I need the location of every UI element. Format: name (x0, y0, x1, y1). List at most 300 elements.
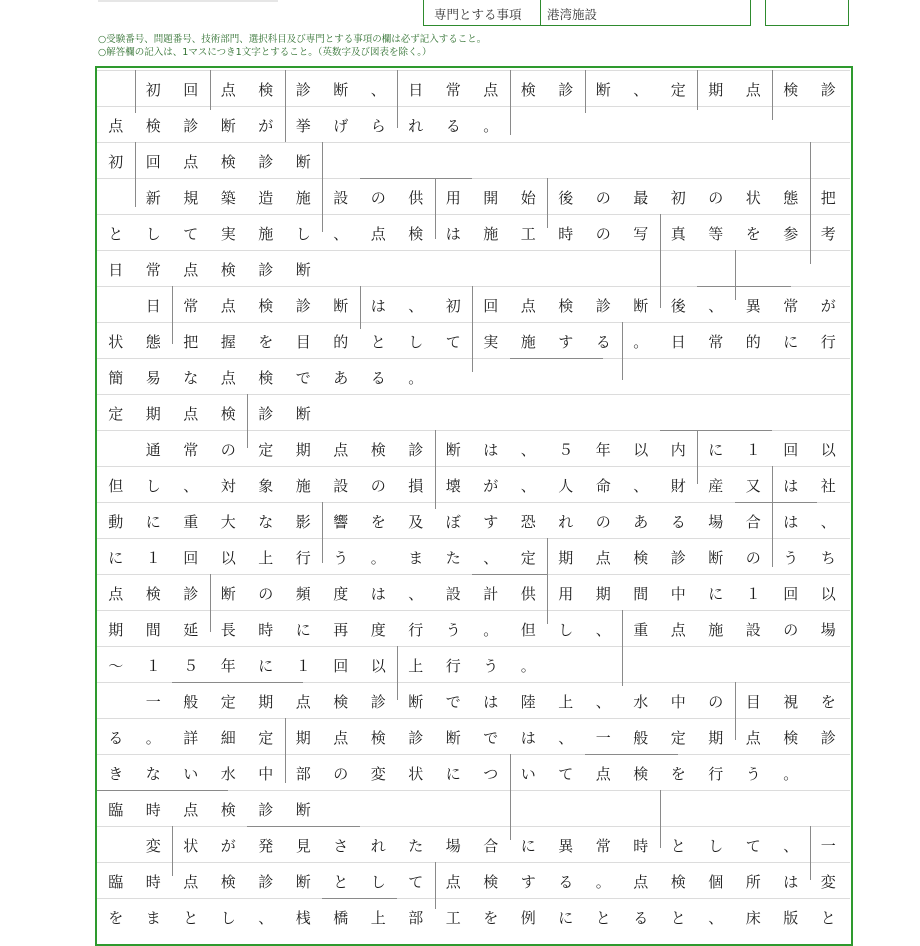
answer-cell: 以 (370, 656, 386, 675)
answer-cell: 合 (745, 512, 761, 531)
answer-cell: ～ (108, 656, 124, 675)
answer-cell: が (483, 476, 499, 495)
answer-cell: ５ (183, 656, 199, 675)
answer-cell: 点 (295, 692, 311, 711)
answer-cell: 点 (745, 728, 761, 747)
answer-row (97, 646, 850, 682)
answer-cell: 点 (183, 872, 199, 891)
grid-rule (435, 178, 436, 239)
answer-cell: 財 (670, 476, 686, 495)
answer-cell: 検 (633, 548, 649, 567)
answer-cell: 定 (108, 404, 124, 423)
grid-rule (472, 286, 473, 372)
answer-cell (660, 251, 698, 287)
grid-rule (97, 790, 228, 791)
answer-cell: 設 (445, 584, 461, 603)
answer-cell: 定 (258, 728, 274, 747)
answer-cell: 断 (445, 440, 461, 459)
answer-cell: い (520, 764, 536, 783)
answer-cell (810, 647, 848, 683)
answer-cell: 施 (520, 332, 536, 351)
answer-cell: う (783, 548, 799, 567)
answer-cell: 点 (108, 116, 124, 135)
answer-cell: 中 (258, 764, 274, 783)
answer-cell (810, 395, 848, 431)
answer-cell: 間 (633, 584, 649, 603)
answer-cell: 重 (633, 620, 649, 639)
answer-cell: 。 (483, 620, 499, 639)
answer-cell (810, 143, 848, 179)
grid-rule (135, 142, 136, 207)
answer-cell (97, 71, 135, 107)
answer-cell: 回 (783, 584, 799, 603)
answer-cell (622, 359, 660, 395)
answer-cell: 年 (220, 656, 236, 675)
grid-rule (322, 898, 397, 899)
answer-cell (772, 395, 810, 431)
answer-cell (435, 143, 473, 179)
answer-cell (547, 395, 585, 431)
answer-cell (810, 791, 848, 827)
answer-row (97, 358, 850, 394)
grid-rule (772, 70, 773, 120)
answer-cell (397, 251, 435, 287)
answer-cell: 断 (445, 728, 461, 747)
answer-cell: 変 (820, 872, 836, 891)
answer-cell: 期 (295, 728, 311, 747)
answer-cell: 検 (333, 692, 349, 711)
answer-cell: 壊 (445, 476, 461, 495)
answer-cell: し (370, 872, 386, 891)
answer-cell: う (745, 764, 761, 783)
answer-cell: 年 (595, 440, 611, 459)
answer-cell (472, 143, 510, 179)
answer-cell: に (558, 908, 574, 927)
answer-cell: 回 (145, 152, 161, 171)
grid-rule (510, 70, 511, 135)
answer-cell: 診 (370, 692, 386, 711)
answer-cell: 施 (295, 476, 311, 495)
answer-cell: 日 (145, 296, 161, 315)
answer-cell: 点 (108, 584, 124, 603)
answer-cell: 異 (558, 836, 574, 855)
answer-cell: の (595, 224, 611, 243)
answer-cell: る (108, 728, 124, 747)
answer-cell: 診 (820, 728, 836, 747)
answer-cell: の (333, 764, 349, 783)
answer-cell: 一 (595, 728, 611, 747)
answer-cell: 、 (558, 728, 574, 747)
answer-cell: あ (333, 368, 349, 387)
answer-cell: 延 (183, 620, 199, 639)
answer-cell: 陸 (520, 692, 536, 711)
answer-cell: 再 (333, 620, 349, 639)
answer-cell: 挙 (295, 116, 311, 135)
answer-cell: 真 (670, 224, 686, 243)
answer-cell (97, 431, 135, 467)
answer-cell: る (445, 116, 461, 135)
answer-cell (735, 107, 773, 143)
grid-rule (660, 214, 661, 308)
grid-rule (285, 718, 286, 783)
answer-cell: 時 (633, 836, 649, 855)
answer-row (97, 106, 850, 142)
grid-rule (697, 286, 791, 287)
answer-cell (810, 359, 848, 395)
answer-cell: 、 (258, 908, 274, 927)
answer-cell: 般 (633, 728, 649, 747)
grid-rule (622, 322, 623, 380)
answer-cell: 橋 (333, 908, 349, 927)
answer-cell: 供 (408, 188, 424, 207)
answer-cell: 場 (445, 836, 461, 855)
answer-cell: 期 (708, 80, 724, 99)
answer-grid[interactable] (95, 66, 853, 946)
answer-cell: 設 (745, 620, 761, 639)
answer-cell (510, 143, 548, 179)
answer-cell: 検 (670, 872, 686, 891)
answer-cell: 部 (295, 764, 311, 783)
answer-cell: 中 (670, 692, 686, 711)
answer-cell: 。 (483, 116, 499, 135)
answer-cell: 的 (745, 332, 761, 351)
answer-cell: 。 (408, 368, 424, 387)
grid-rule (247, 394, 248, 448)
answer-cell (810, 107, 848, 143)
answer-cell: 診 (558, 80, 574, 99)
answer-cell: 検 (258, 368, 274, 387)
answer-cell: 動 (108, 512, 124, 531)
specialty-field-box (423, 0, 751, 26)
answer-cell: 築 (220, 188, 236, 207)
answer-cell: で (483, 728, 499, 747)
answer-cell: 検 (145, 116, 161, 135)
answer-cell: 断 (220, 584, 236, 603)
answer-cell: 開 (483, 188, 499, 207)
answer-cell: す (558, 332, 574, 351)
answer-cell: 水 (633, 692, 649, 711)
answer-cell (622, 107, 660, 143)
answer-row (97, 502, 850, 538)
answer-cell: 及 (408, 512, 424, 531)
answer-cell: 個 (708, 872, 724, 891)
answer-cell: と (333, 872, 349, 891)
answer-cell: に (145, 512, 161, 531)
answer-cell: 施 (258, 224, 274, 243)
answer-cell: 期 (708, 728, 724, 747)
answer-cell (772, 107, 810, 143)
answer-cell: 検 (783, 80, 799, 99)
answer-cell: 上 (558, 692, 574, 711)
specialty-value[interactable]: 港湾施設 (547, 7, 598, 22)
answer-cell: 重 (183, 512, 199, 531)
answer-cell: 但 (108, 476, 124, 495)
answer-cell: 検 (558, 296, 574, 315)
instruction-note: ○解答欄の記入は、1マスにつき1文字とすること。（英数字及び図表を除く。） (98, 46, 432, 58)
answer-cell: は (783, 872, 799, 891)
grid-rule (510, 754, 511, 840)
answer-cell: と (370, 332, 386, 351)
answer-cell: 診 (820, 80, 836, 99)
answer-cell: る (370, 368, 386, 387)
answer-cell: 断 (708, 548, 724, 567)
answer-cell: 状 (408, 764, 424, 783)
answer-cell: 診 (258, 872, 274, 891)
answer-cell: る (670, 512, 686, 531)
answer-cell: 点 (333, 728, 349, 747)
answer-cell: 工 (445, 908, 461, 927)
answer-cell (622, 647, 660, 683)
answer-cell (810, 755, 848, 791)
answer-cell (547, 359, 585, 395)
answer-cell (435, 395, 473, 431)
answer-cell: 社 (820, 476, 836, 495)
grid-rule (322, 502, 323, 563)
answer-cell: 大 (220, 512, 236, 531)
answer-cell: 、 (595, 620, 611, 639)
answer-cell (472, 791, 510, 827)
answer-cell: 点 (483, 80, 499, 99)
answer-cell: 診 (258, 152, 274, 171)
answer-cell: の (258, 584, 274, 603)
answer-cell: の (745, 548, 761, 567)
answer-cell: 頻 (295, 584, 311, 603)
answer-cell: と (108, 224, 124, 243)
answer-cell: 検 (220, 260, 236, 279)
answer-cell: 検 (370, 440, 386, 459)
answer-cell: れ (558, 512, 574, 531)
answer-cell: 断 (333, 296, 349, 315)
answer-cell: 状 (745, 188, 761, 207)
answer-cell (660, 647, 698, 683)
answer-cell (397, 143, 435, 179)
answer-cell: 常 (183, 440, 199, 459)
answer-cell: が (820, 296, 836, 315)
answer-cell: 点 (220, 296, 236, 315)
answer-cell (660, 791, 698, 827)
answer-row (97, 178, 850, 214)
answer-cell: 常 (445, 80, 461, 99)
answer-cell (360, 143, 398, 179)
answer-cell: 点 (633, 872, 649, 891)
answer-cell: 期 (108, 620, 124, 639)
answer-cell: 、 (370, 80, 386, 99)
answer-cell (510, 791, 548, 827)
answer-cell (697, 107, 735, 143)
answer-cell (697, 251, 735, 287)
answer-cell: 期 (295, 440, 311, 459)
answer-cell: 定 (258, 440, 274, 459)
answer-cell: 点 (595, 764, 611, 783)
answer-cell: 回 (483, 296, 499, 315)
answer-cell (735, 251, 773, 287)
answer-row (97, 538, 850, 574)
answer-cell: 日 (408, 80, 424, 99)
answer-cell: 診 (295, 296, 311, 315)
answer-cell: ま (408, 548, 424, 567)
answer-cell: 中 (670, 584, 686, 603)
instruction-note: ○受験番号、問題番号、技術部門、選択科目及び専門とする事項の欄は必ず記入すること。 (98, 34, 487, 45)
answer-cell: た (408, 836, 424, 855)
answer-cell: 回 (183, 548, 199, 567)
answer-cell: 、 (708, 296, 724, 315)
answer-cell: と (183, 908, 199, 927)
answer-cell: 参 (783, 224, 799, 243)
answer-cell: 行 (408, 620, 424, 639)
answer-cell (360, 395, 398, 431)
answer-cell (622, 395, 660, 431)
answer-cell: 態 (783, 188, 799, 207)
answer-cell: と (670, 908, 686, 927)
answer-row (97, 430, 850, 466)
answer-row (97, 826, 850, 862)
answer-cell: 期 (595, 584, 611, 603)
answer-cell: 後 (670, 296, 686, 315)
answer-cell: 。 (370, 548, 386, 567)
answer-cell: 断 (633, 296, 649, 315)
answer-cell (472, 395, 510, 431)
answer-cell: 場 (708, 512, 724, 531)
answer-cell: ５ (558, 440, 574, 459)
answer-cell (622, 251, 660, 287)
answer-cell: に (783, 332, 799, 351)
answer-row (97, 754, 850, 790)
answer-cell (622, 143, 660, 179)
answer-cell: 新 (145, 188, 161, 207)
answer-cell: ら (370, 116, 386, 135)
answer-cell: 点 (220, 80, 236, 99)
answer-cell: 対 (220, 476, 236, 495)
answer-cell: 定 (520, 548, 536, 567)
answer-cell: と (670, 836, 686, 855)
answer-cell: 期 (145, 404, 161, 423)
answer-cell: 点 (183, 260, 199, 279)
grid-rule (810, 826, 811, 880)
answer-cell: 例 (520, 908, 536, 927)
answer-cell: １ (145, 656, 161, 675)
answer-cell: 点 (183, 800, 199, 819)
answer-cell (772, 143, 810, 179)
answer-cell: は (783, 476, 799, 495)
grid-rule (735, 250, 736, 300)
answer-cell: 検 (633, 764, 649, 783)
answer-cell: 診 (295, 80, 311, 99)
answer-cell (547, 251, 585, 287)
answer-cell: し (408, 332, 424, 351)
answer-cell: は (483, 440, 499, 459)
answer-cell (772, 359, 810, 395)
answer-cell: を (370, 512, 386, 531)
answer-cell (322, 251, 360, 287)
answer-cell: 簡 (108, 368, 124, 387)
answer-cell (660, 107, 698, 143)
answer-cell: に (445, 764, 461, 783)
small-header-box (765, 0, 849, 26)
grid-rule (697, 70, 698, 110)
answer-cell (772, 251, 810, 287)
answer-cell: 。 (520, 656, 536, 675)
answer-cell: す (483, 512, 499, 531)
answer-row (97, 394, 850, 430)
answer-cell: 時 (558, 224, 574, 243)
answer-cell: 、 (595, 692, 611, 711)
answer-cell (660, 395, 698, 431)
answer-cell (547, 791, 585, 827)
answer-cell: た (445, 548, 461, 567)
answer-cell (697, 359, 735, 395)
answer-cell (97, 179, 135, 215)
answer-cell: 計 (483, 584, 499, 603)
grid-rule (472, 574, 547, 575)
grid-rule (735, 502, 818, 503)
answer-cell: は (370, 584, 386, 603)
answer-cell: 回 (783, 440, 799, 459)
answer-cell (322, 791, 360, 827)
answer-cell (697, 791, 735, 827)
answer-cell: 的 (333, 332, 349, 351)
answer-cell: さ (333, 836, 349, 855)
answer-cell: は (370, 296, 386, 315)
answer-cell: 設 (333, 188, 349, 207)
answer-cell: 診 (670, 548, 686, 567)
answer-cell: 損 (408, 476, 424, 495)
answer-cell: 検 (258, 80, 274, 99)
answer-cell: 、 (820, 512, 836, 531)
answer-cell (585, 791, 623, 827)
answer-cell: の (595, 188, 611, 207)
answer-cell (435, 251, 473, 287)
answer-cell: 合 (483, 836, 499, 855)
answer-cell: 変 (370, 764, 386, 783)
answer-row (97, 142, 850, 178)
grid-rule (360, 286, 361, 329)
answer-cell: 点 (183, 152, 199, 171)
answer-cell: 目 (745, 692, 761, 711)
answer-cell: 行 (708, 764, 724, 783)
answer-cell (697, 647, 735, 683)
answer-cell (547, 107, 585, 143)
answer-cell: 初 (108, 152, 124, 171)
answer-row (97, 322, 850, 358)
grid-rule (660, 430, 773, 431)
answer-cell: あ (633, 512, 649, 531)
answer-cell: 診 (258, 260, 274, 279)
answer-cell: に (108, 548, 124, 567)
answer-cell: 常 (183, 296, 199, 315)
answer-cell: し (558, 620, 574, 639)
answer-cell: 、 (183, 476, 199, 495)
answer-cell: 変 (145, 836, 161, 855)
answer-row (97, 466, 850, 502)
answer-cell: 、 (708, 908, 724, 927)
answer-cell: 断 (295, 152, 311, 171)
answer-cell: 視 (783, 692, 799, 711)
answer-cell: の (220, 440, 236, 459)
answer-cell (735, 791, 773, 827)
answer-cell (547, 143, 585, 179)
answer-cell: 初 (145, 80, 161, 99)
answer-row (97, 898, 850, 934)
answer-cell: 点 (220, 368, 236, 387)
grid-rule (285, 70, 286, 142)
answer-cell: る (558, 872, 574, 891)
answer-cell: 診 (595, 296, 611, 315)
answer-cell: 検 (220, 800, 236, 819)
answer-cell: 初 (445, 296, 461, 315)
answer-cell: 以 (220, 548, 236, 567)
answer-cell: ち (820, 548, 836, 567)
answer-cell: 行 (295, 548, 311, 567)
